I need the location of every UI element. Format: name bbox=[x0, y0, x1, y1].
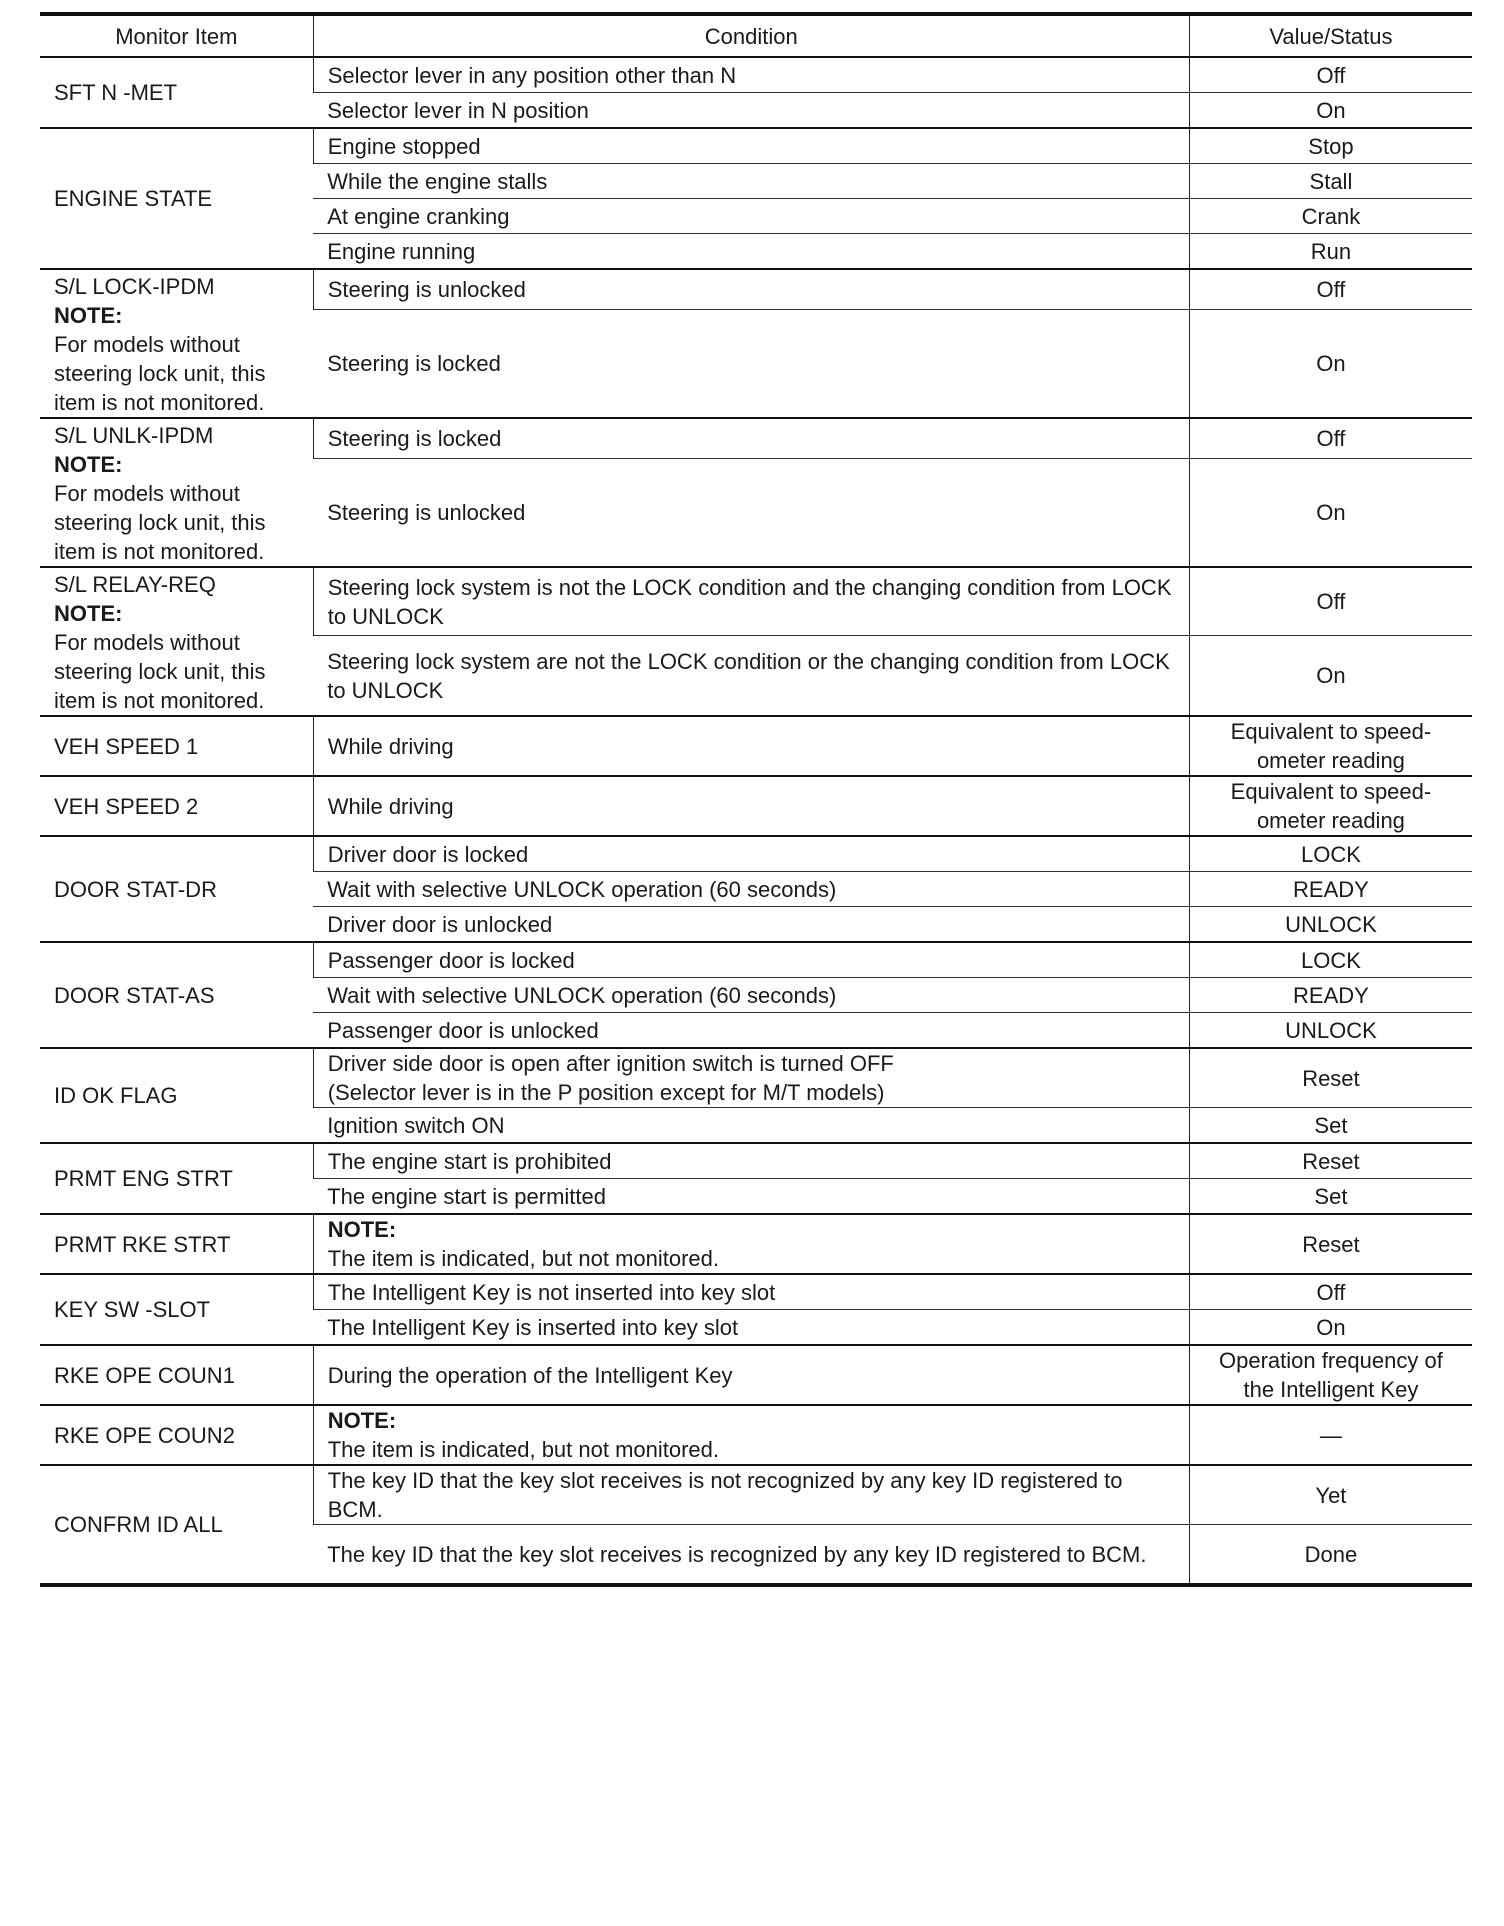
value-cell: Reset bbox=[1189, 1048, 1472, 1108]
header-monitor-item: Monitor Item bbox=[40, 14, 313, 57]
condition-cell: Steering lock system is not the LOCK condition and the changing condition from LOCK to UNLOCK bbox=[313, 567, 1189, 636]
table-row bbox=[40, 1345, 1472, 1405]
condition-cell bbox=[313, 1048, 1189, 1108]
condition-cell: Selector lever in any position other than N bbox=[313, 57, 1189, 93]
value-cell: Set bbox=[1189, 1108, 1472, 1144]
condition-cell: While driving bbox=[313, 776, 1189, 836]
condition-cell: Engine stopped bbox=[313, 128, 1189, 164]
table-row bbox=[40, 1465, 1472, 1525]
table-row bbox=[40, 1048, 1472, 1108]
monitor-item-cell bbox=[40, 567, 313, 716]
note-label: NOTE: bbox=[54, 601, 123, 626]
value-cell: LOCK bbox=[1189, 836, 1472, 872]
value-cell: — bbox=[1189, 1405, 1472, 1465]
monitor-item-cell: PRMT RKE STRT bbox=[40, 1214, 313, 1274]
value-cell: Reset bbox=[1189, 1214, 1472, 1274]
monitor-item-cell: VEH SPEED 2 bbox=[40, 776, 313, 836]
table-header-row bbox=[40, 14, 1472, 57]
table-row bbox=[40, 128, 1472, 164]
table-row bbox=[40, 776, 1472, 836]
note-text: The item is indicated, but not monitored. bbox=[327, 1246, 720, 1271]
note-text: For models without steering lock unit, this item is not monitored. bbox=[54, 630, 266, 713]
value-cell: Stop bbox=[1189, 128, 1472, 164]
value-cell: Equivalent to speed-ometer reading bbox=[1189, 776, 1472, 836]
value-cell: Reset bbox=[1189, 1143, 1472, 1179]
condition-cell: Engine running bbox=[313, 234, 1189, 270]
note-text: For models without steering lock unit, this item is not monitored. bbox=[54, 332, 266, 415]
value-cell: Off bbox=[1189, 1274, 1472, 1310]
condition-cell: While driving bbox=[313, 716, 1189, 776]
condition-cell: During the operation of the Intelligent Key bbox=[313, 1345, 1189, 1405]
note-label: NOTE: bbox=[54, 452, 123, 477]
value-cell: READY bbox=[1189, 978, 1472, 1013]
note-label: NOTE: bbox=[54, 303, 123, 328]
condition-line: Driver side door is open after ignition switch is turned OFF bbox=[327, 1051, 894, 1076]
value-cell: On bbox=[1189, 636, 1472, 716]
value-cell: Off bbox=[1189, 57, 1472, 93]
condition-cell: The Intelligent Key is inserted into key slot bbox=[313, 1310, 1189, 1346]
monitor-item-cell: RKE OPE COUN1 bbox=[40, 1345, 313, 1405]
condition-cell: Wait with selective UNLOCK operation (60 seconds) bbox=[313, 872, 1189, 907]
header-value-status: Value/Status bbox=[1189, 14, 1472, 57]
condition-cell: At engine cranking bbox=[313, 199, 1189, 234]
value-cell: Crank bbox=[1189, 199, 1472, 234]
value-cell: Yet bbox=[1189, 1465, 1472, 1525]
value-cell: Off bbox=[1189, 418, 1472, 459]
monitor-item-cell: KEY SW -SLOT bbox=[40, 1274, 313, 1345]
table-row bbox=[40, 269, 1472, 310]
value-cell: On bbox=[1189, 93, 1472, 129]
condition-cell: Ignition switch ON bbox=[313, 1108, 1189, 1144]
condition-cell: While the engine stalls bbox=[313, 164, 1189, 199]
condition-cell: Steering lock system are not the LOCK condition or the changing condition from LOCK to UNLOCK bbox=[313, 636, 1189, 716]
value-cell: Set bbox=[1189, 1179, 1472, 1215]
value-cell: Equivalent to speed-ometer reading bbox=[1189, 716, 1472, 776]
table-row bbox=[40, 1405, 1472, 1465]
table-row bbox=[40, 1143, 1472, 1179]
value-cell: UNLOCK bbox=[1189, 907, 1472, 943]
value-cell: Operation frequency of the Intelligent Key bbox=[1189, 1345, 1472, 1405]
table-row bbox=[40, 418, 1472, 459]
monitor-item-cell: DOOR STAT-AS bbox=[40, 942, 313, 1048]
condition-cell: The key ID that the key slot receives is recognized by any key ID registered to BCM. bbox=[313, 1525, 1189, 1586]
condition-cell: The engine start is permitted bbox=[313, 1179, 1189, 1215]
table-row bbox=[40, 942, 1472, 978]
monitor-item-cell bbox=[40, 269, 313, 418]
condition-cell: Wait with selective UNLOCK operation (60 seconds) bbox=[313, 978, 1189, 1013]
value-cell: Off bbox=[1189, 269, 1472, 310]
table-row bbox=[40, 1214, 1472, 1274]
condition-cell: Passenger door is locked bbox=[313, 942, 1189, 978]
value-cell: READY bbox=[1189, 872, 1472, 907]
table-row bbox=[40, 836, 1472, 872]
condition-cell: Selector lever in N position bbox=[313, 93, 1189, 129]
condition-cell: Driver door is locked bbox=[313, 836, 1189, 872]
monitor-item-name: S/L RELAY-REQ bbox=[54, 572, 216, 597]
condition-cell: Driver door is unlocked bbox=[313, 907, 1189, 943]
header-condition: Condition bbox=[313, 14, 1189, 57]
condition-cell: Steering is locked bbox=[313, 310, 1189, 418]
monitor-item-cell: ID OK FLAG bbox=[40, 1048, 313, 1143]
table-row bbox=[40, 1274, 1472, 1310]
monitor-item-cell: PRMT ENG STRT bbox=[40, 1143, 313, 1214]
value-cell: Off bbox=[1189, 567, 1472, 636]
value-cell: LOCK bbox=[1189, 942, 1472, 978]
condition-cell: The key ID that the key slot receives is not recognized by any key ID registered to BCM. bbox=[313, 1465, 1189, 1525]
monitor-item-table bbox=[40, 12, 1472, 1587]
value-cell: On bbox=[1189, 1310, 1472, 1346]
value-cell: UNLOCK bbox=[1189, 1013, 1472, 1049]
condition-cell bbox=[313, 1214, 1189, 1274]
note-text: For models without steering lock unit, this item is not monitored. bbox=[54, 481, 266, 564]
value-cell: On bbox=[1189, 310, 1472, 418]
monitor-item-cell: SFT N -MET bbox=[40, 57, 313, 128]
monitor-item-cell bbox=[40, 418, 313, 567]
table-row bbox=[40, 567, 1472, 636]
table-row bbox=[40, 57, 1472, 93]
condition-line: (Selector lever is in the P position except for M/T models) bbox=[327, 1080, 885, 1105]
condition-cell bbox=[313, 1405, 1189, 1465]
condition-cell: Passenger door is unlocked bbox=[313, 1013, 1189, 1049]
monitor-item-cell: DOOR STAT-DR bbox=[40, 836, 313, 942]
condition-cell: Steering is unlocked bbox=[313, 459, 1189, 567]
monitor-item-cell: ENGINE STATE bbox=[40, 128, 313, 269]
monitor-item-name: S/L UNLK-IPDM bbox=[54, 423, 214, 448]
monitor-item-name: S/L LOCK-IPDM bbox=[54, 274, 215, 299]
note-text: The item is indicated, but not monitored. bbox=[327, 1437, 720, 1462]
condition-cell: The engine start is prohibited bbox=[313, 1143, 1189, 1179]
value-cell: Done bbox=[1189, 1525, 1472, 1586]
condition-cell: The Intelligent Key is not inserted into key slot bbox=[313, 1274, 1189, 1310]
condition-cell: Steering is locked bbox=[313, 418, 1189, 459]
table-row bbox=[40, 716, 1472, 776]
monitor-item-cell: VEH SPEED 1 bbox=[40, 716, 313, 776]
monitor-item-cell: CONFRM ID ALL bbox=[40, 1465, 313, 1585]
monitor-item-cell: RKE OPE COUN2 bbox=[40, 1405, 313, 1465]
value-cell: Stall bbox=[1189, 164, 1472, 199]
value-cell: On bbox=[1189, 459, 1472, 567]
note-label: NOTE: bbox=[327, 1408, 397, 1433]
condition-cell: Steering is unlocked bbox=[313, 269, 1189, 310]
note-label: NOTE: bbox=[327, 1217, 397, 1242]
value-cell: Run bbox=[1189, 234, 1472, 270]
